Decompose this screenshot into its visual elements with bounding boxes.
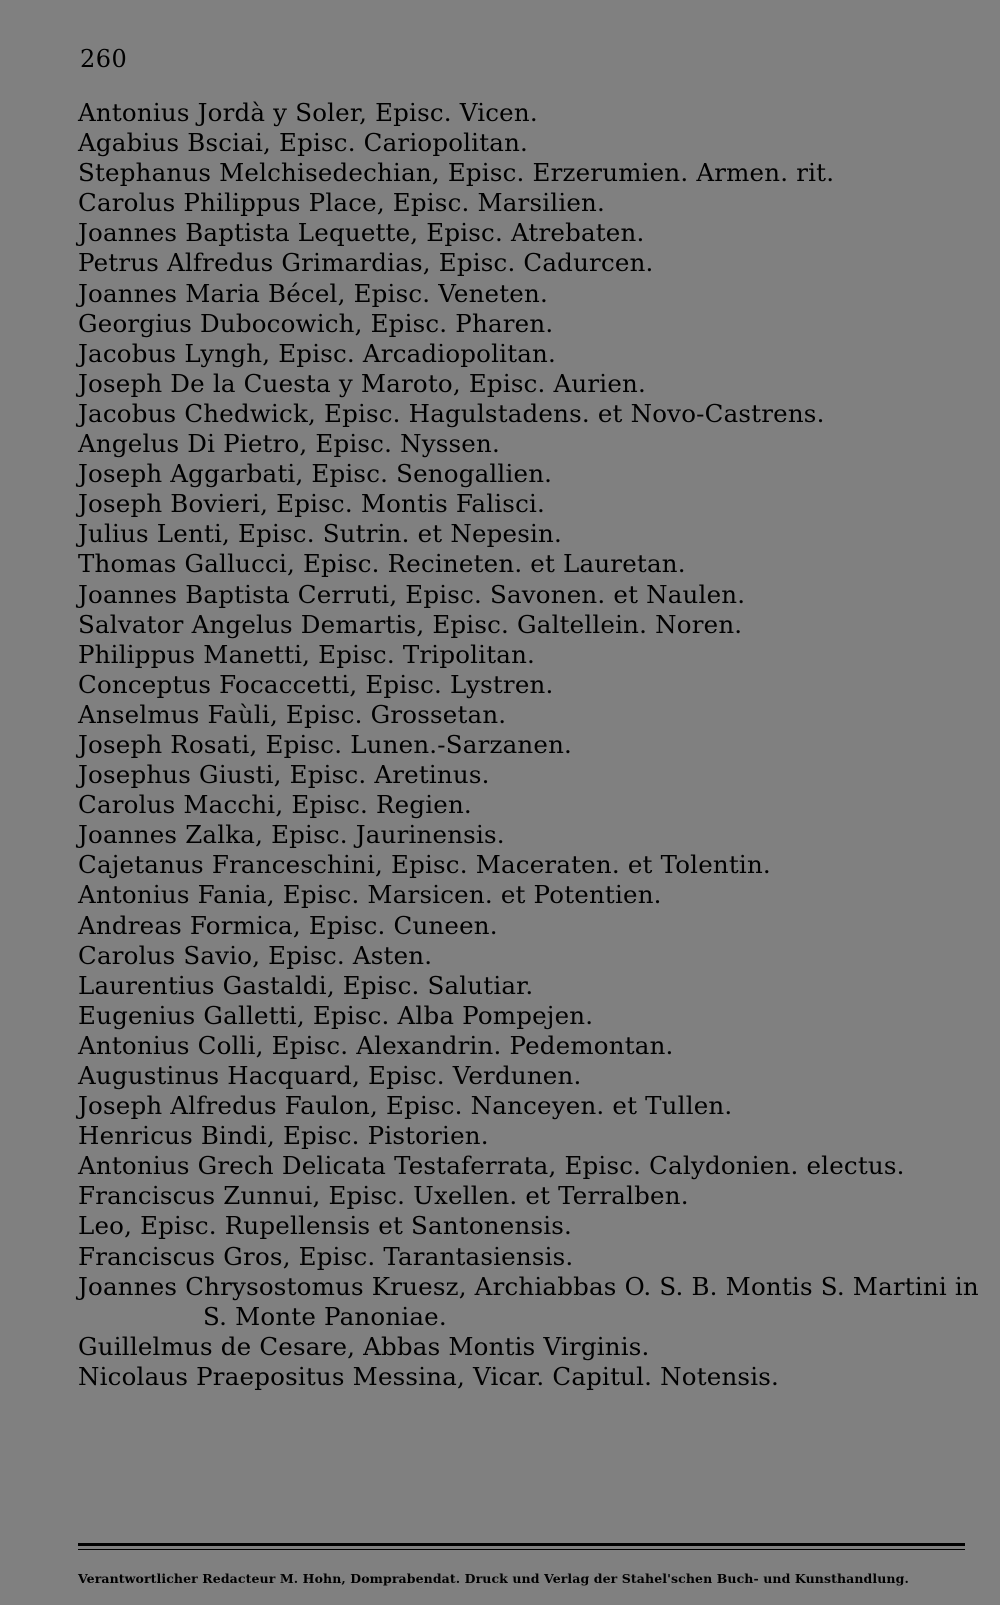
list-item (78, 188, 978, 218)
list-item (78, 128, 978, 158)
entry-text: Joannes Maria Bécel, Episc. Veneten. (78, 278, 548, 308)
entry-text: Philippus Manetti, Episc. Tripolitan. (78, 639, 536, 669)
list-item (78, 760, 978, 790)
list-item (78, 519, 978, 549)
entry-text: Joannes Baptista Lequette, Episc. Atrebaten. (78, 218, 645, 248)
list-item (78, 730, 978, 760)
entry-text: Franciscus Zunnui, Episc. Uxellen. et Terralben. (78, 1181, 689, 1211)
entry-text: Thomas Gallucci, Episc. Recineten. et Lauretan. (78, 549, 686, 579)
entry-text: Carolus Macchi, Episc. Regien. (78, 790, 472, 820)
entry-text: Agabius Bsciai, Episc. Cariopolitan. (78, 128, 529, 158)
list-item (78, 399, 978, 429)
entry-text: Carolus Savio, Episc. Asten. (78, 940, 433, 970)
entry-text: Angelus Di Pietro, Episc. Nyssen. (78, 429, 500, 459)
list-item (78, 700, 978, 730)
list-item (78, 610, 978, 640)
entry-text: Josephus Giusti, Episc. Aretinus. (78, 760, 490, 790)
list-item (78, 98, 978, 128)
entry-text: Conceptus Focaccetti, Episc. Lystren. (78, 669, 554, 699)
list-item (78, 670, 978, 700)
entry-text: Anselmus Faùli, Episc. Grossetan. (78, 699, 507, 729)
list-item (78, 158, 978, 188)
list-item (78, 1061, 978, 1091)
entry-text: Laurentius Gastaldi, Episc. Salutiar. (78, 970, 534, 1000)
footer-rule (78, 1543, 965, 1546)
entry-text: Jacobus Chedwick, Episc. Hagulstadens. et Novo-Castrens. (78, 398, 825, 428)
list-item (78, 790, 978, 820)
entry-text: Franciscus Gros, Episc. Tarantasiensis. (78, 1241, 574, 1271)
entry-text: Augustinus Hacquard, Episc. Verdunen. (78, 1061, 582, 1090)
list-item (78, 489, 978, 519)
list-item (78, 1242, 978, 1272)
entry-text: Georgius Dubocowich, Episc. Pharen. (78, 308, 554, 338)
page-number: 260 (80, 45, 128, 73)
list-item (78, 820, 978, 850)
entry-text: Joseph Bovieri, Episc. Montis Falisci. (78, 489, 546, 519)
list-item (78, 339, 978, 369)
entry-text: Joseph De la Cuesta y Maroto, Episc. Aurien. (78, 368, 647, 398)
list-item (78, 1211, 978, 1241)
list-item (78, 580, 978, 610)
list-item (78, 1091, 978, 1121)
entry-continuation: S. Monte Panoniae. (203, 1301, 447, 1331)
entry-text: Julius Lenti, Episc. Sutrin. et Nepesin. (78, 519, 563, 549)
entry-text: Leo, Episc. Rupellensis et Santonensis. (78, 1211, 573, 1241)
entry-text: Andreas Formica, Episc. Cuneen. (78, 910, 498, 940)
entry-text: Joannes Chrysostomus Kruesz, Archiabbas O. S. B. Montis S. Martini in (78, 1271, 979, 1301)
entry-text: Nicolaus Praepositus Messina, Vicar. Capitul. Notensis. (78, 1361, 779, 1391)
entry-text: Antonius Fania, Episc. Marsicen. et Potentien. (78, 880, 662, 910)
list-item (78, 429, 978, 459)
entry-text: Stephanus Melchisedechian, Episc. Erzerumien. Armen. rit. (78, 158, 835, 188)
list-item (78, 549, 978, 579)
entry-text: Guillelmus de Cesare, Abbas Montis Virginis. (78, 1331, 650, 1361)
list-item (78, 640, 978, 670)
list-item (78, 1151, 978, 1181)
attendee-list (78, 98, 978, 1392)
list-item (78, 1272, 978, 1332)
entry-text: Joseph Alfredus Faulon, Episc. Nanceyen. et Tullen. (78, 1091, 733, 1121)
list-item (78, 218, 978, 248)
list-item (78, 880, 978, 910)
entry-text: Antonius Colli, Episc. Alexandrin. Pedemontan. (78, 1030, 674, 1060)
printer-imprint: Verantwortlicher Redacteur M. Hohn, Domprabendat. Druck und Verlag der Stahel'schen Buch- und Kunsthandlung. (78, 1571, 909, 1586)
entry-text: Joseph Aggarbati, Episc. Senogallien. (78, 459, 553, 489)
list-item (78, 1001, 978, 1031)
entry-text: Petrus Alfredus Grimardias, Episc. Cadurcen. (78, 248, 654, 278)
entry-text: Antonius Grech Delicata Testaferrata, Episc. Calydonien. electus. (78, 1151, 905, 1181)
list-item (78, 1332, 978, 1362)
list-item (78, 1121, 978, 1151)
entry-text: Jacobus Lyngh, Episc. Arcadiopolitan. (78, 338, 557, 368)
entry-text: Antonius Jordà y Soler, Episc. Vicen. (78, 98, 538, 127)
list-item (78, 1031, 978, 1061)
list-item (78, 279, 978, 309)
entry-text: Joannes Zalka, Episc. Jaurinensis. (78, 820, 505, 850)
list-item (78, 248, 978, 278)
entry-text: Joannes Baptista Cerruti, Episc. Savonen. et Naulen. (78, 579, 746, 609)
footer-rule-thin (78, 1549, 965, 1550)
entry-text: Salvator Angelus Demartis, Episc. Galtellein. Noren. (78, 609, 743, 639)
list-item (78, 911, 978, 941)
list-item (78, 309, 978, 339)
entry-text: Cajetanus Franceschini, Episc. Maceraten. et Tolentin. (78, 850, 771, 880)
entry-text: Eugenius Galletti, Episc. Alba Pompejen. (78, 1000, 594, 1030)
list-item (78, 1362, 978, 1392)
list-item (78, 971, 978, 1001)
entry-text: Henricus Bindi, Episc. Pistorien. (78, 1121, 489, 1151)
list-item (78, 369, 978, 399)
list-item (78, 941, 978, 971)
list-item (78, 850, 978, 880)
list-item (78, 1181, 978, 1211)
entry-text: Carolus Philippus Place, Episc. Marsilien. (78, 188, 606, 218)
list-item (78, 459, 978, 489)
entry-text: Joseph Rosati, Episc. Lunen.-Sarzanen. (78, 729, 573, 759)
